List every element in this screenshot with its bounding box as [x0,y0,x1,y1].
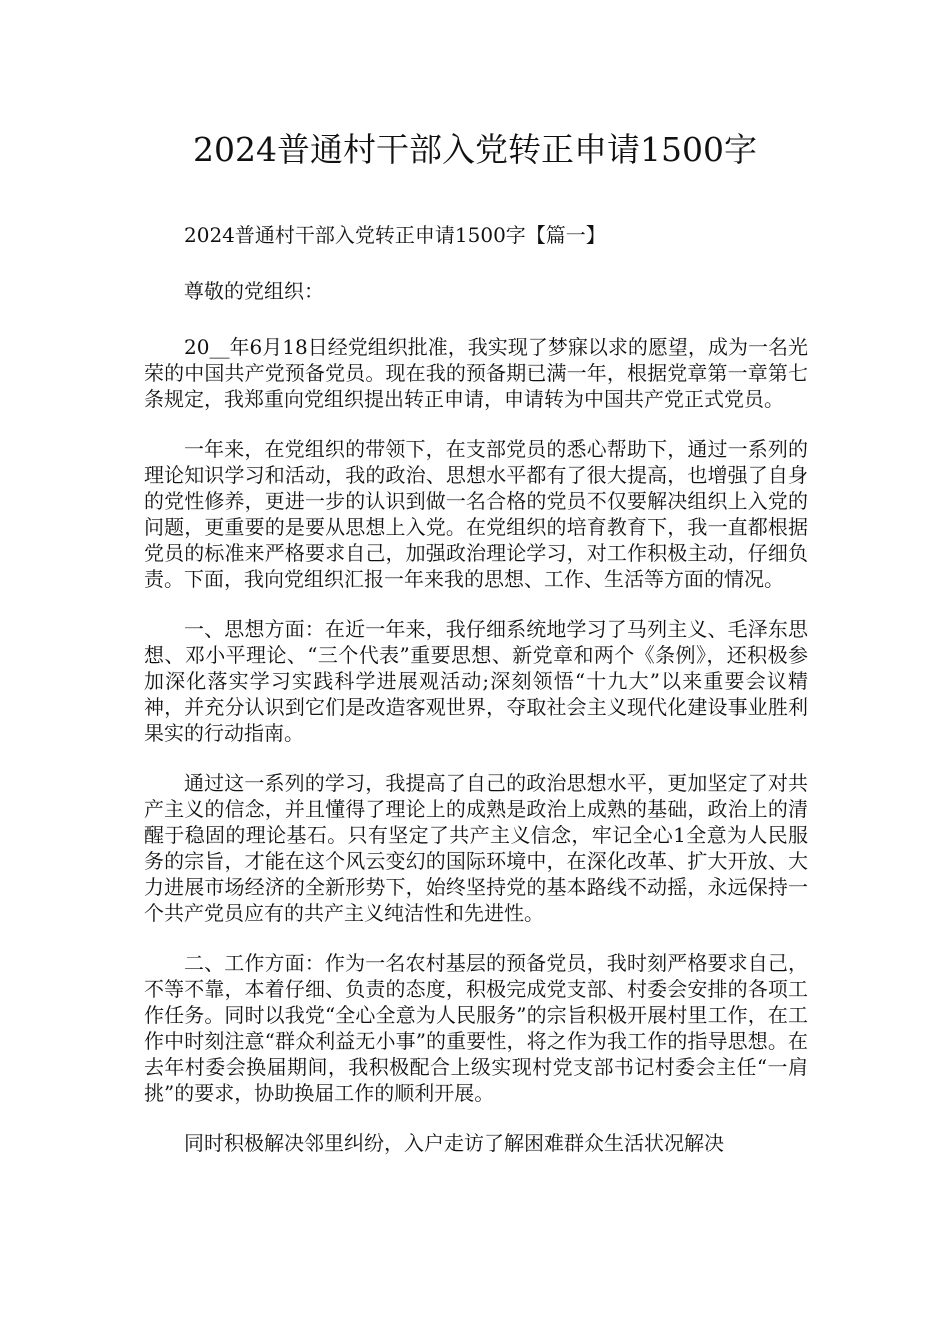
paragraph-3: 一、思想方面：在近一年来，我仔细系统地学习了马列主义、毛泽东思想、邓小平理论、“三个代表”重要思想、新党章和两个《条例》，还积极参加深化落实学习实践科学进展观活动;深刻领悟“十九大”以来重要会议精神，并充分认识到它们是改造客观世界，夺取社会主义现代化建设事业胜利果实的行动指南。 [144,617,808,745]
paragraph-6: 同时积极解决邻里纠纷，入户走访了解困难群众生活状况解决 [184,1131,724,1155]
paragraph-2: 一年来，在党组织的带领下，在支部党员的悉心帮助下，通过一系列的理论知识学习和活动，我的政治、思想水平都有了很大提高，也增强了自身的党性修养，更进一步的认识到做一名合格的党员不仅要解决组织上入党的问题，更重要的是要从思想上入党。在党组织的培育教育下，我一直都根据党员的标准来严格要求自己，加强政治理论学习，对工作积极主动，仔细负责。下面，我向党组织汇报一年来我的思想、工作、生活等方面的情况。 [144,437,808,591]
paragraph-4: 通过这一系列的学习，我提高了自己的政治思想水平，更加坚定了对共产主义的信念，并且懂得了理论上的成熟是政治上成熟的基础，政治上的清醒于稳固的理论基石。只有坚定了共产主义信念，牢记全心1全意为人民服务的宗旨，才能在这个风云变幻的国际环境中，在深化改革、扩大开放、大力进展市场经济的全新形势下，始终坚持党的基本路线不动摇，永远保持一个共产党员应有的共产主义纯洁性和先进性。 [144,771,808,925]
salutation: 尊敬的党组织： [184,279,324,303]
document-title: 2024普通村干部入党转正申请1500字 [193,130,757,169]
section-heading: 2024普通村干部入党转正申请1500字【篇一】 [184,223,606,247]
paragraph-1: 20__年6月18日经党组织批准，我实现了梦寐以求的愿望，成为一名光荣的中国共产党预备党员。现在我的预备期已满一年，根据党章第一章第七条规定，我郑重向党组织提出转正申请，申请转为中国共产党正式党员。 [144,335,808,411]
paragraph-5: 二、工作方面：作为一名农村基层的预备党员，我时刻严格要求自己，不等不靠，本着仔细、负责的态度，积极完成党支部、村委会安排的各项工作任务。同时以我党“全心全意为人民服务”的宗旨积极开展村里工作，在工作中时刻注意“群众利益无小事”的重要性，将之作为我工作的指导思想。在去年村委会换届期间，我积极配合上级实现村党支部书记村委会主任“一肩挑”的要求，协助换届工作的顺利开展。 [144,951,808,1105]
document-body [144,222,808,1180]
